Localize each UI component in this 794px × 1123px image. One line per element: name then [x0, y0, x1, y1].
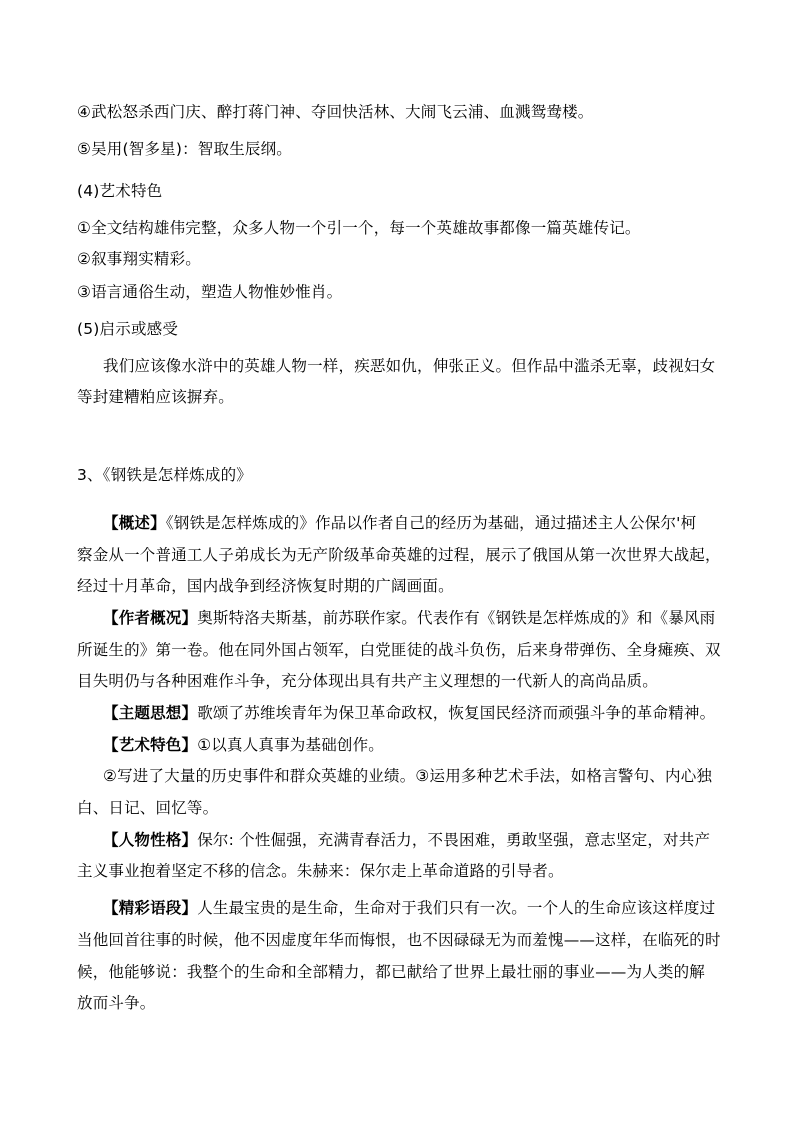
- art-tag: 【艺术特色】: [103, 736, 198, 754]
- paragraph-line: 等封建糟粕应该摒弃。: [77, 388, 235, 406]
- theme-line: 【主题思想】歌颂了苏维埃青年为保卫革命政权，恢复国民经济而顽强斗争的革命精神。: [103, 704, 716, 722]
- section-heading: 3、《钢铁是怎样炼成的》: [77, 466, 253, 484]
- overview-line: 【概述】《钢铁是怎样炼成的》作品以作者自己的经历为基础，通过描述主人公保尔'柯: [103, 514, 697, 532]
- theme-tag: 【主题思想】: [103, 704, 198, 722]
- text-line: ④武松怒杀西门庆、醉打蒋门神、夺回快活林、大闹飞云浦、血溅鸳鸯楼。: [77, 103, 594, 121]
- author-line: 【作者概况】奥斯特洛夫斯基，前苏联作家。代表作有《钢铁是怎样炼成的》和《暴风雨: [103, 609, 716, 627]
- author-line: 目失明仍与各种困难作斗争，充分体现出具有共产主义理想的一代新人的高尚品质。: [77, 672, 658, 690]
- overview-line: 察金从一个普通工人子弟成长为无产阶级革命英雄的过程，展示了俄国从第一次世界大战起，: [77, 546, 721, 564]
- text-line: ⑤吴用(智多星)：智取生辰纲。: [77, 140, 292, 158]
- author-line: 所诞生的》第一卷。他在同外国占领军，白党匪徒的战斗负伤，后来身带弹伤、全身瘫痪、双: [77, 641, 721, 659]
- text-line: ③语言通俗生动，塑造人物惟妙惟肖。: [77, 283, 343, 301]
- art-line: ②写进了大量的历史事件和群众英雄的业绩。③运用多种艺术手法，如格言警句、内心独: [103, 767, 713, 785]
- text-line: ②叙事翔实精彩。: [77, 250, 201, 268]
- overview-line: 经过十月革命，国内战争到经济恢复时期的广阔画面。: [77, 577, 454, 595]
- art-line: 白、日记、回忆等。: [77, 799, 219, 817]
- quote-line: 当他回首往事的时候，他不因虚度年华而悔恨，也不因碌碌无为而羞愧——这样，在临死的时: [77, 931, 721, 949]
- quote-line: 放而斗争。: [77, 994, 156, 1012]
- overview-tag: 【概述】: [103, 514, 166, 532]
- character-tag: 【人物性格】: [103, 831, 198, 849]
- character-line: 主义事业抱着坚定不移的信念。朱赫来：保尔走上革命道路的引导者。: [77, 862, 564, 880]
- character-line: 【人物性格】保尔: 个性倔强，充满青春活力，不畏困难，勇敢坚强，意志坚定，对共产: [103, 831, 711, 849]
- author-tag: 【作者概况】: [103, 609, 198, 627]
- art-line: 【艺术特色】①以真人真事为基础创作。: [103, 736, 384, 754]
- text-line: ①全文结构雄伟完整，众多人物一个引一个，每一个英雄故事都像一篇英雄传记。: [77, 219, 641, 237]
- paragraph-line: 我们应该像水浒中的英雄人物一样，疾恶如仇，伸张正义。但作品中滥杀无辜，歧视妇女: [103, 357, 716, 375]
- quote-line: 【精彩语段】人生最宝贵的是生命，生命对于我们只有一次。一个人的生命应该这样度过: [103, 899, 716, 917]
- subheading: (4)艺术特色: [77, 182, 163, 200]
- quote-tag: 【精彩语段】: [103, 899, 198, 917]
- quote-line: 候，他能够说：我整个的生命和全部精力，都已献给了世界上最壮丽的事业——为人类的解: [77, 963, 706, 981]
- subheading: (5)启示或感受: [77, 320, 179, 338]
